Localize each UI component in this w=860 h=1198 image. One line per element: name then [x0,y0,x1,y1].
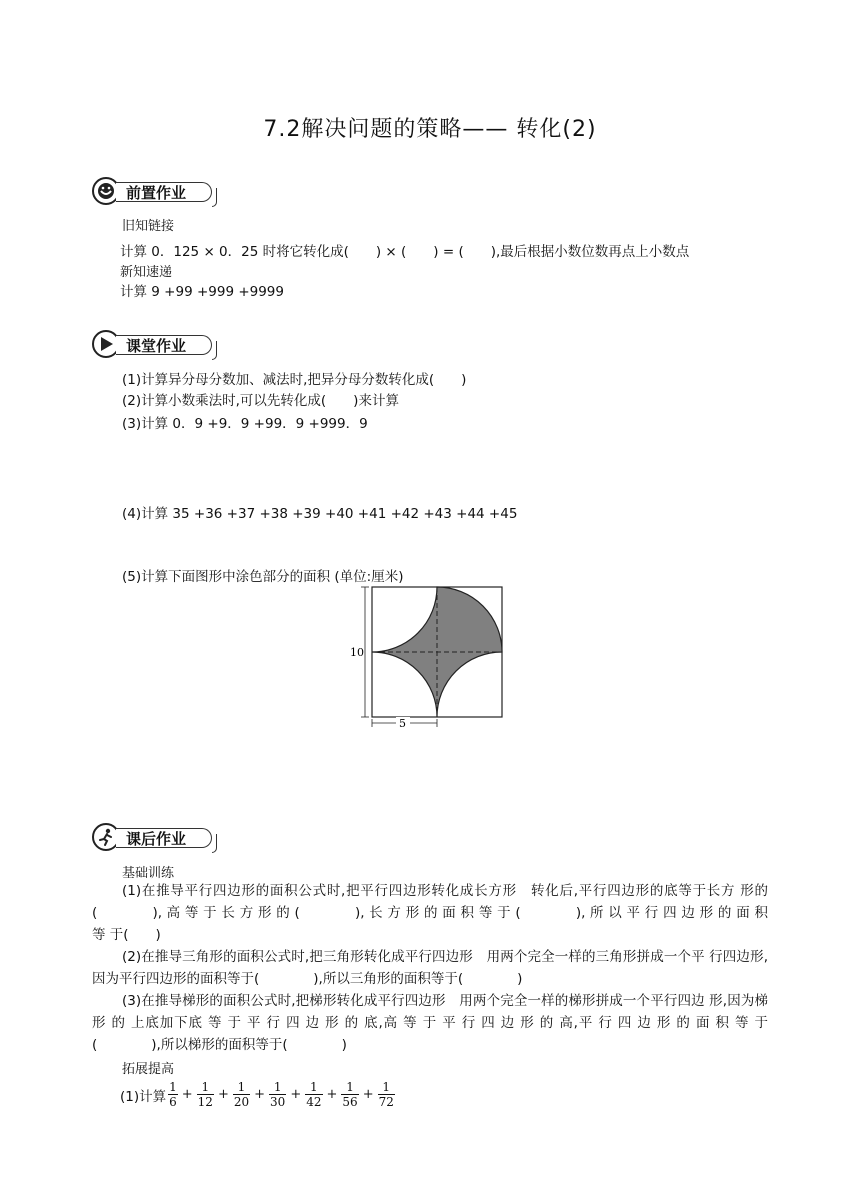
fraction-numerator: 1 [197,1080,214,1095]
class-q5: (5)计算下面图形中涂色部分的面积 (单位:厘米) [122,569,404,585]
new-knowledge-label: 新知速递 [120,265,173,280]
fraction [233,1080,250,1109]
half-length-label: 5 [399,717,406,730]
basic-q3: (3)在推导梯形的面积公式时,把梯形转化成平行四边形 用两个完全一样的梯形拼成一个平行四边 形,因为梯形 的 上底加下底 等 于 平 行 四 边 形 的 底,高 等 于 平 行 四 边 形 的 高,平 行 四 边 形 的 面 积 等 于 ( ),所以梯形的面积等于( ) [92,993,768,1053]
plus-sign: + [181,1087,193,1102]
after-homework-label: 课后作业 [116,828,212,848]
fraction-denominator: 6 [169,1095,177,1109]
class-q2: (2)计算小数乘法时,可以先转化成( )来计算 [122,393,399,409]
plus-sign: + [326,1087,338,1102]
basic-q2: (2)在推导三角形的面积公式时,把三角形转化成平行四边形 用两个完全一样的三角形拼成一个平 行四边形,因为平行四边形的面积等于( ),所以三角形的面积等于( ) [92,949,768,987]
class-q1: (1)计算异分母分数加、减法时,把异分母分数转化成( ) [122,372,467,388]
plus-sign: + [217,1087,229,1102]
page-title: 7.2解决问题的策略—— 转化(2) [263,117,597,142]
fraction-numerator: 1 [169,1080,177,1094]
fraction [197,1080,214,1109]
plus-sign: + [362,1087,374,1102]
fraction-numerator: 1 [269,1080,286,1095]
plus-sign: + [290,1087,302,1102]
class-homework-label: 课堂作业 [116,335,212,355]
plus-sign: + [254,1087,266,1102]
basic-training-label: 基础训练 [122,866,175,881]
fraction [168,1080,178,1109]
extension-label: 拓展提高 [122,1062,175,1077]
fraction [305,1080,322,1109]
shaded-area-figure [350,583,510,733]
fraction-sum [166,1080,397,1109]
extension-q1-prefix: (1)计算 [120,1088,167,1105]
fraction-denominator: 20 [233,1095,250,1109]
class-q4: (4)计算 35 +36 +37 +38 +39 +40 +41 +42 +43 +44 +45 [122,506,518,522]
old-link-text: 计算 0．125 × 0．25 时将它转化成( ) × ( ) = ( ),最后根据小数位数再点上小数点 [120,244,690,260]
fraction-numerator: 1 [233,1080,250,1095]
fraction-denominator: 12 [197,1095,213,1109]
fraction-numerator: 1 [341,1080,358,1095]
extension-q1 [120,1080,397,1109]
new-knowledge-text: 计算 9 +99 +999 +9999 [120,284,284,300]
basic-q1: (1)在推导平行四边形的面积公式时,把平行四边形转化成长方形 转化后,平行四边形的底等于长方 形的( ), 高 等 于 长 方 形 的 ( ), 长 方 形 的 面 积 等 于 ( ), 所 以 平 行 四 边 形 的 面 积 等 于( ) [92,883,768,943]
old-link-label: 旧知链接 [122,219,175,234]
pre-homework-label: 前置作业 [116,182,212,202]
fraction-denominator: 72 [378,1095,394,1109]
fraction-denominator: 42 [306,1095,322,1109]
fraction-denominator: 56 [342,1095,358,1109]
fraction [378,1080,395,1109]
side-length-label: 10 [350,646,364,659]
fraction [269,1080,286,1109]
fraction-denominator: 30 [270,1095,286,1109]
fraction-numerator: 1 [378,1080,395,1095]
fraction [341,1080,358,1109]
class-q3: (3)计算 0．9 +9．9 +99．9 +999．9 [122,416,368,432]
fraction-numerator: 1 [305,1080,322,1095]
